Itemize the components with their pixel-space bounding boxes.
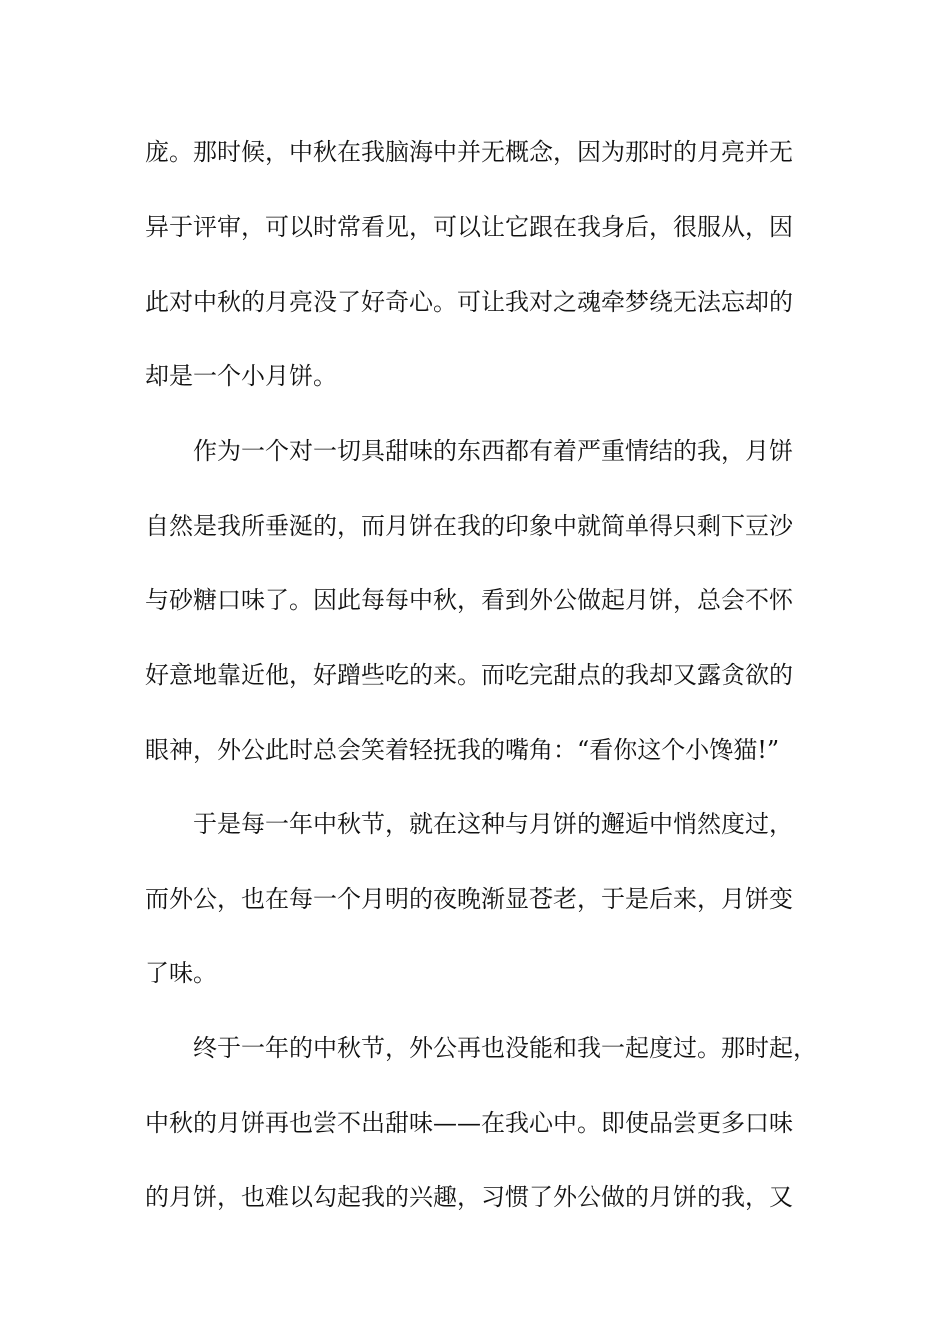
paragraph-first-line: 于是每一年中秋节，就在这种与月饼的邂逅中悄然度过，: [193, 810, 793, 838]
text-line: 庞。那时候，中秋在我脑海中并无概念，因为那时的月亮并无: [145, 138, 793, 166]
text-line: 眼神，外公此时总会笑着轻抚我的嘴角：“看你这个小馋猫!”: [145, 736, 780, 764]
paragraph-first-line: 作为一个对一切具甜味的东西都有着严重情结的我，月饼: [193, 437, 793, 465]
text-line: 异于评审，可以时常看见，可以让它跟在我身后，很服从，因: [145, 213, 793, 241]
text-line: 自然是我所垂涎的，而月饼在我的印象中就简单得只剩下豆沙: [145, 512, 793, 540]
text-line: 好意地靠近他，好蹭些吃的来。而吃完甜点的我却又露贪欲的: [145, 661, 793, 689]
text-line: 中秋的月饼再也尝不出甜味——在我心中。即使品尝更多口味: [145, 1109, 793, 1137]
text-line: 却是一个小月饼。: [145, 362, 337, 390]
text-line: 此对中秋的月亮没了好奇心。可让我对之魂牵梦绕无法忘却的: [145, 288, 793, 316]
paragraph-first-line: 终于一年的中秋节，外公再也没能和我一起度过。那时起，: [193, 1034, 817, 1062]
text-line: 与砂糖口味了。因此每每中秋，看到外公做起月饼，总会不怀: [145, 586, 793, 614]
text-line: 的月饼，也难以勾起我的兴趣，习惯了外公做的月饼的我，又: [145, 1183, 793, 1211]
text-line: 了味。: [145, 959, 217, 987]
text-line: 而外公，也在每一个月明的夜晚渐显苍老，于是后来，月饼变: [145, 885, 793, 913]
